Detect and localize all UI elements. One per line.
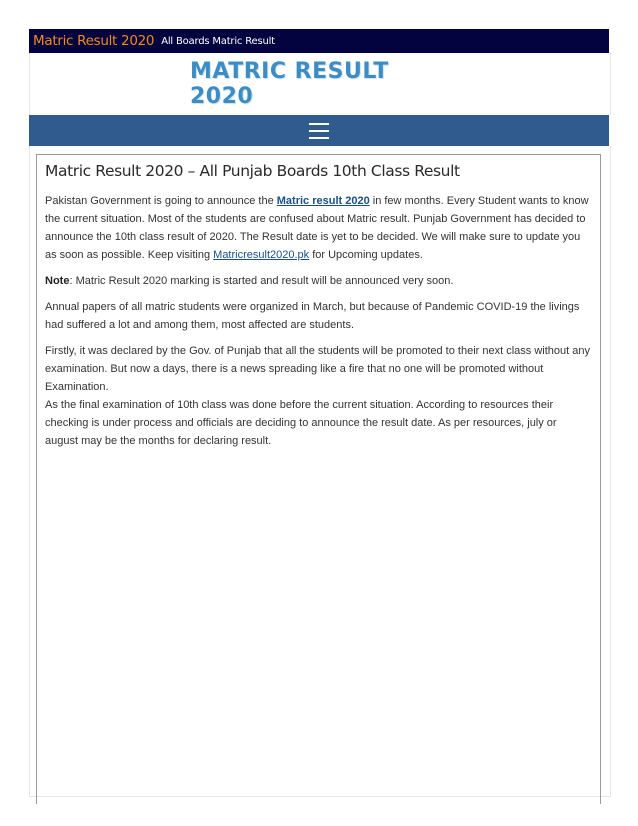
site-tagline: All Boards Matric Result <box>161 35 275 47</box>
note-text: : Matric Result 2020 marking is started and result will be announced very soon. <box>69 275 454 287</box>
note-label: Note <box>45 275 70 287</box>
top-header-bar <box>29 29 609 53</box>
hamburger-line <box>309 137 329 139</box>
article-title: Matric Result 2020 – All Punjab Boards 10th Class Result <box>45 162 460 180</box>
article-paragraph-intro <box>45 192 592 264</box>
logo-text: MATRIC RESULT 2020 <box>190 59 389 109</box>
article-note <box>45 272 592 290</box>
article-box <box>36 154 601 804</box>
article-paragraph-covid: Annual papers of all matric students were organized in March, but because of Pandemic COVID-19 the livings had suffered a lot and among them, most affected are students. <box>45 301 580 331</box>
main-navigation-bar <box>29 115 609 146</box>
site-logo[interactable] <box>190 53 450 115</box>
logo-area <box>29 53 611 115</box>
matricresult2020-site-link[interactable]: Matricresult2020.pk <box>213 249 310 261</box>
matric-result-link[interactable]: Matric result 2020 <box>276 195 370 207</box>
hamburger-line <box>309 123 329 125</box>
intro-text-middle: in few months. Every Student wants to know the current situation. Most of the students are confused about Matric result. Punjab Government has decided to announce the 10th class result of 2020. The Result date is yet to be decided. We will make sure to update you as soon as possible. Keep visiting <box>45 195 589 261</box>
article-paragraph-checking: As the final examination of 10th class was done before the current situation. According to resources their checking is under process and officials are deciding to announce the result date. As per resources, july or august may be the months for declaring result. <box>45 399 557 447</box>
hamburger-menu-icon[interactable] <box>309 123 329 139</box>
article-paragraph-promotion: Firstly, it was declared by the Gov. of Punjab that all the students will be promoted to their next class without any examination. But now a days, there is a news spreading like a fire that no one will be promoted without Examination. <box>45 345 590 393</box>
intro-text-start: Pakistan Government is going to announce the <box>45 195 277 207</box>
site-title-link[interactable]: Matric Result 2020 <box>33 33 155 49</box>
intro-text-end: for Upcoming updates. <box>309 249 423 261</box>
hamburger-line <box>309 130 329 132</box>
